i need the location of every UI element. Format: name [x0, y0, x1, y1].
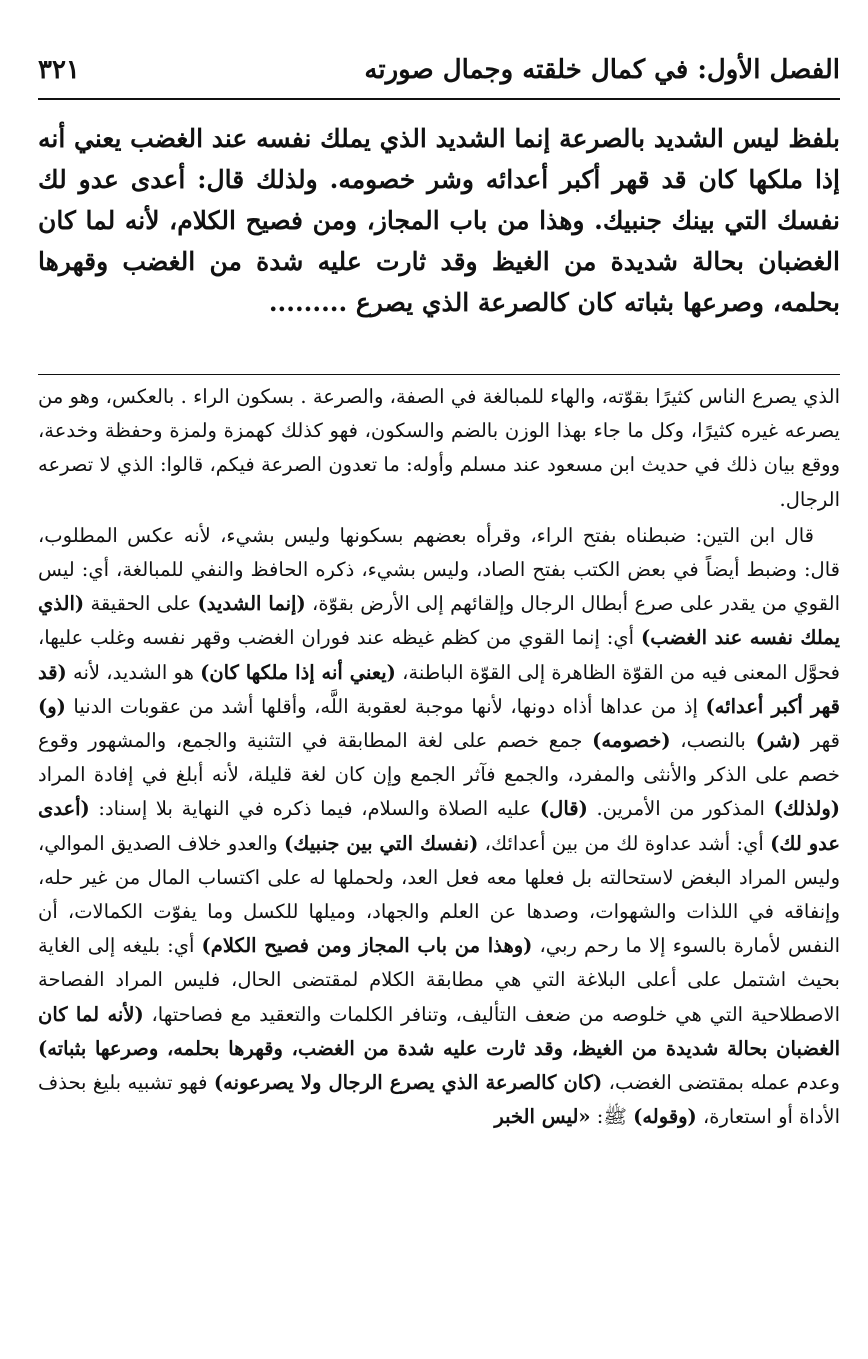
commentary-text: أي: بليغه إلى الغاية بحيث اشتمل على أعلى البلاغة التي هي مطابقة الكلام لمقتضى الحال، فليس المراد الفصاحة الاصطلاحية التي هي خلوصه من ضعف التأليف، وتنافر الكلمات والتعقيد مع فصاحتها، [38, 934, 840, 1026]
quoted-phrase: (نفسك التي بين جنبيك) [284, 831, 479, 855]
quoted-phrase: (يعني أنه إذا ملكها كان) [200, 660, 396, 684]
quoted-phrase: (قال) [539, 797, 588, 821]
quoted-phrase: (وقوله) [633, 1105, 697, 1129]
page-number: ٣٢١ [38, 55, 80, 85]
quoted-phrase: (إنما الشديد) [197, 592, 306, 616]
header-rule [38, 98, 840, 100]
main-paragraph: بلفظ ليس الشديد بالصرعة إنما الشديد الذي يملك نفسه عند الغضب يعني أنه إذا ملكها كان قد قهر أكبر أعدائه وشر خصومه. ولذلك قال: أعدى عدو لك نفسك التي بينك جنبيك. وهذا من باب المجاز، ومن فصيح الكلام، لأنه لما كان الغضبان بحالة شديدة من الغيظ وقد ثارت عليه شدة من الغضب وقهرها بحلمه، وصرعها بثباته كان كالصرعة الذي يصرع ......... [38, 124, 840, 317]
quoted-phrase: (و) [38, 694, 66, 718]
page-header [38, 48, 840, 92]
commentary-text: إذ من عداها أذاه دونها، لأنها موجبة لعقوبة اللَّه، وأقلها أشد من عقوبات الدنيا [65, 694, 706, 718]
quoted-phrase: (كان كالصرعة الذي يصرع الرجال ولا يصرعونه) [213, 1071, 603, 1095]
commentary-text: والعدو خلاف الصديق الموالي، وليس المراد البغض لاستحالته بل فعلها معه فعل العد، ولحملها له على اكتساب المال من غير حله، وإنفاقه في اللذات والشهوات، وصدها عن العلم والجهاد، وميلها للكسل وما يفوّت الكمالات، أن النفس لأمارة بالسوء إلا ما رحم ربي، [38, 831, 840, 958]
commentary-text: جمع خصم على لغة المطابقة في التثنية والجمع، والمشهور وقوع خصم على الذكر والأنثى والمفرد، والجمع فآثر الجمع وإن كان لغة قليلة، لأنه أبلغ في إفادة المراد [38, 729, 840, 787]
chapter-title: الفصل الأول: في كمال خلقته وجمال صورته [364, 55, 840, 85]
quoted-phrase: «ليس الخبر [494, 1105, 591, 1129]
quoted-phrase: (أعدى عدو لك) [38, 797, 841, 855]
commentary [38, 380, 840, 1134]
commentary-paragraph-1: الذي يصرع الناس كثيرًا بقوّته، والهاء للمبالغة في الصفة، والصرعة . بسكون الراء . بالعكس، وهو من يصرعه غيره كثيرًا، وكل ما جاء بهذا الوزن بالضم والسكون، فهو كذلك كهمزة ولمزة وحفظة وخدعة، ووقع بيان ذلك في حديث ابن مسعود عند مسلم وأوله: ما تعدون الصرعة فيكم، قالوا: الذي لا تصرعه الرجال. [38, 385, 840, 511]
quoted-phrase: (ولذلك) [773, 797, 840, 821]
quoted-phrase: (قد قهر أكبر أعدائه) [38, 660, 840, 718]
quoted-phrase: (الذي يملك نفسه عند الغضب) [38, 592, 841, 650]
quoted-phrase: (خصومه) [592, 729, 671, 753]
commentary-text: عليه الصلاة والسلام، فيما ذكره في النهاية بلا إسناد: [89, 797, 540, 821]
commentary-text: ﷺ: [590, 1105, 634, 1129]
commentary-text: أي: أشد عداوة لك من بين أعدائك، [478, 831, 771, 855]
quoted-phrase: (وهذا من باب المجاز ومن فصيح الكلام) [201, 934, 533, 958]
commentary-text: على الحقيقة [84, 592, 198, 616]
commentary-text: هو الشديد، لأنه [66, 660, 201, 684]
commentary-text: وعدم عمله بمقتضى الغضب، [602, 1071, 840, 1095]
commentary-text: بالنصب، [670, 729, 756, 753]
commentary-text: قال ابن التين: ضبطناه بفتح الراء، وقرأه بعضهم بسكونها وليس بشيء، لأنه عكس المطلوب، قال: وضبط أيضاً في بعض الكتب بفتح الصاد، وليس بشيء، ذكره الحافظ والنفي للمبالغة، أي: ليس القوي من يقدر على صرع أبطال الرجال وإلقائهم إلى الأرض بقوّة، [38, 523, 840, 616]
commentary-text: المذكور من الأمرين. [587, 797, 774, 821]
quoted-phrase: (شر) [755, 729, 802, 753]
commentary-text: قهر [801, 729, 840, 753]
commentary-text: فهو تشبيه بليغ بحذف الأداة أو استعارة، [38, 1071, 840, 1129]
quoted-phrase: (لأنه لما كان الغضبان بحالة شديدة من الغيظ، وقد ثارت عليه شدة من الغضب، وقهرها بحلمه، وصرعها بثباته) [38, 1002, 840, 1060]
main-text [38, 118, 840, 323]
commentary-text: أي: إنما القوي من كظم غيظه عند فوران الغضب وقهر نفسه وغلب عليها، فحوَّل المعنى فيه من القوّة الظاهرة إلى القوّة الباطنة، [38, 626, 840, 684]
commentary-separator [38, 374, 840, 375]
commentary-paragraph-2 [38, 519, 840, 1135]
